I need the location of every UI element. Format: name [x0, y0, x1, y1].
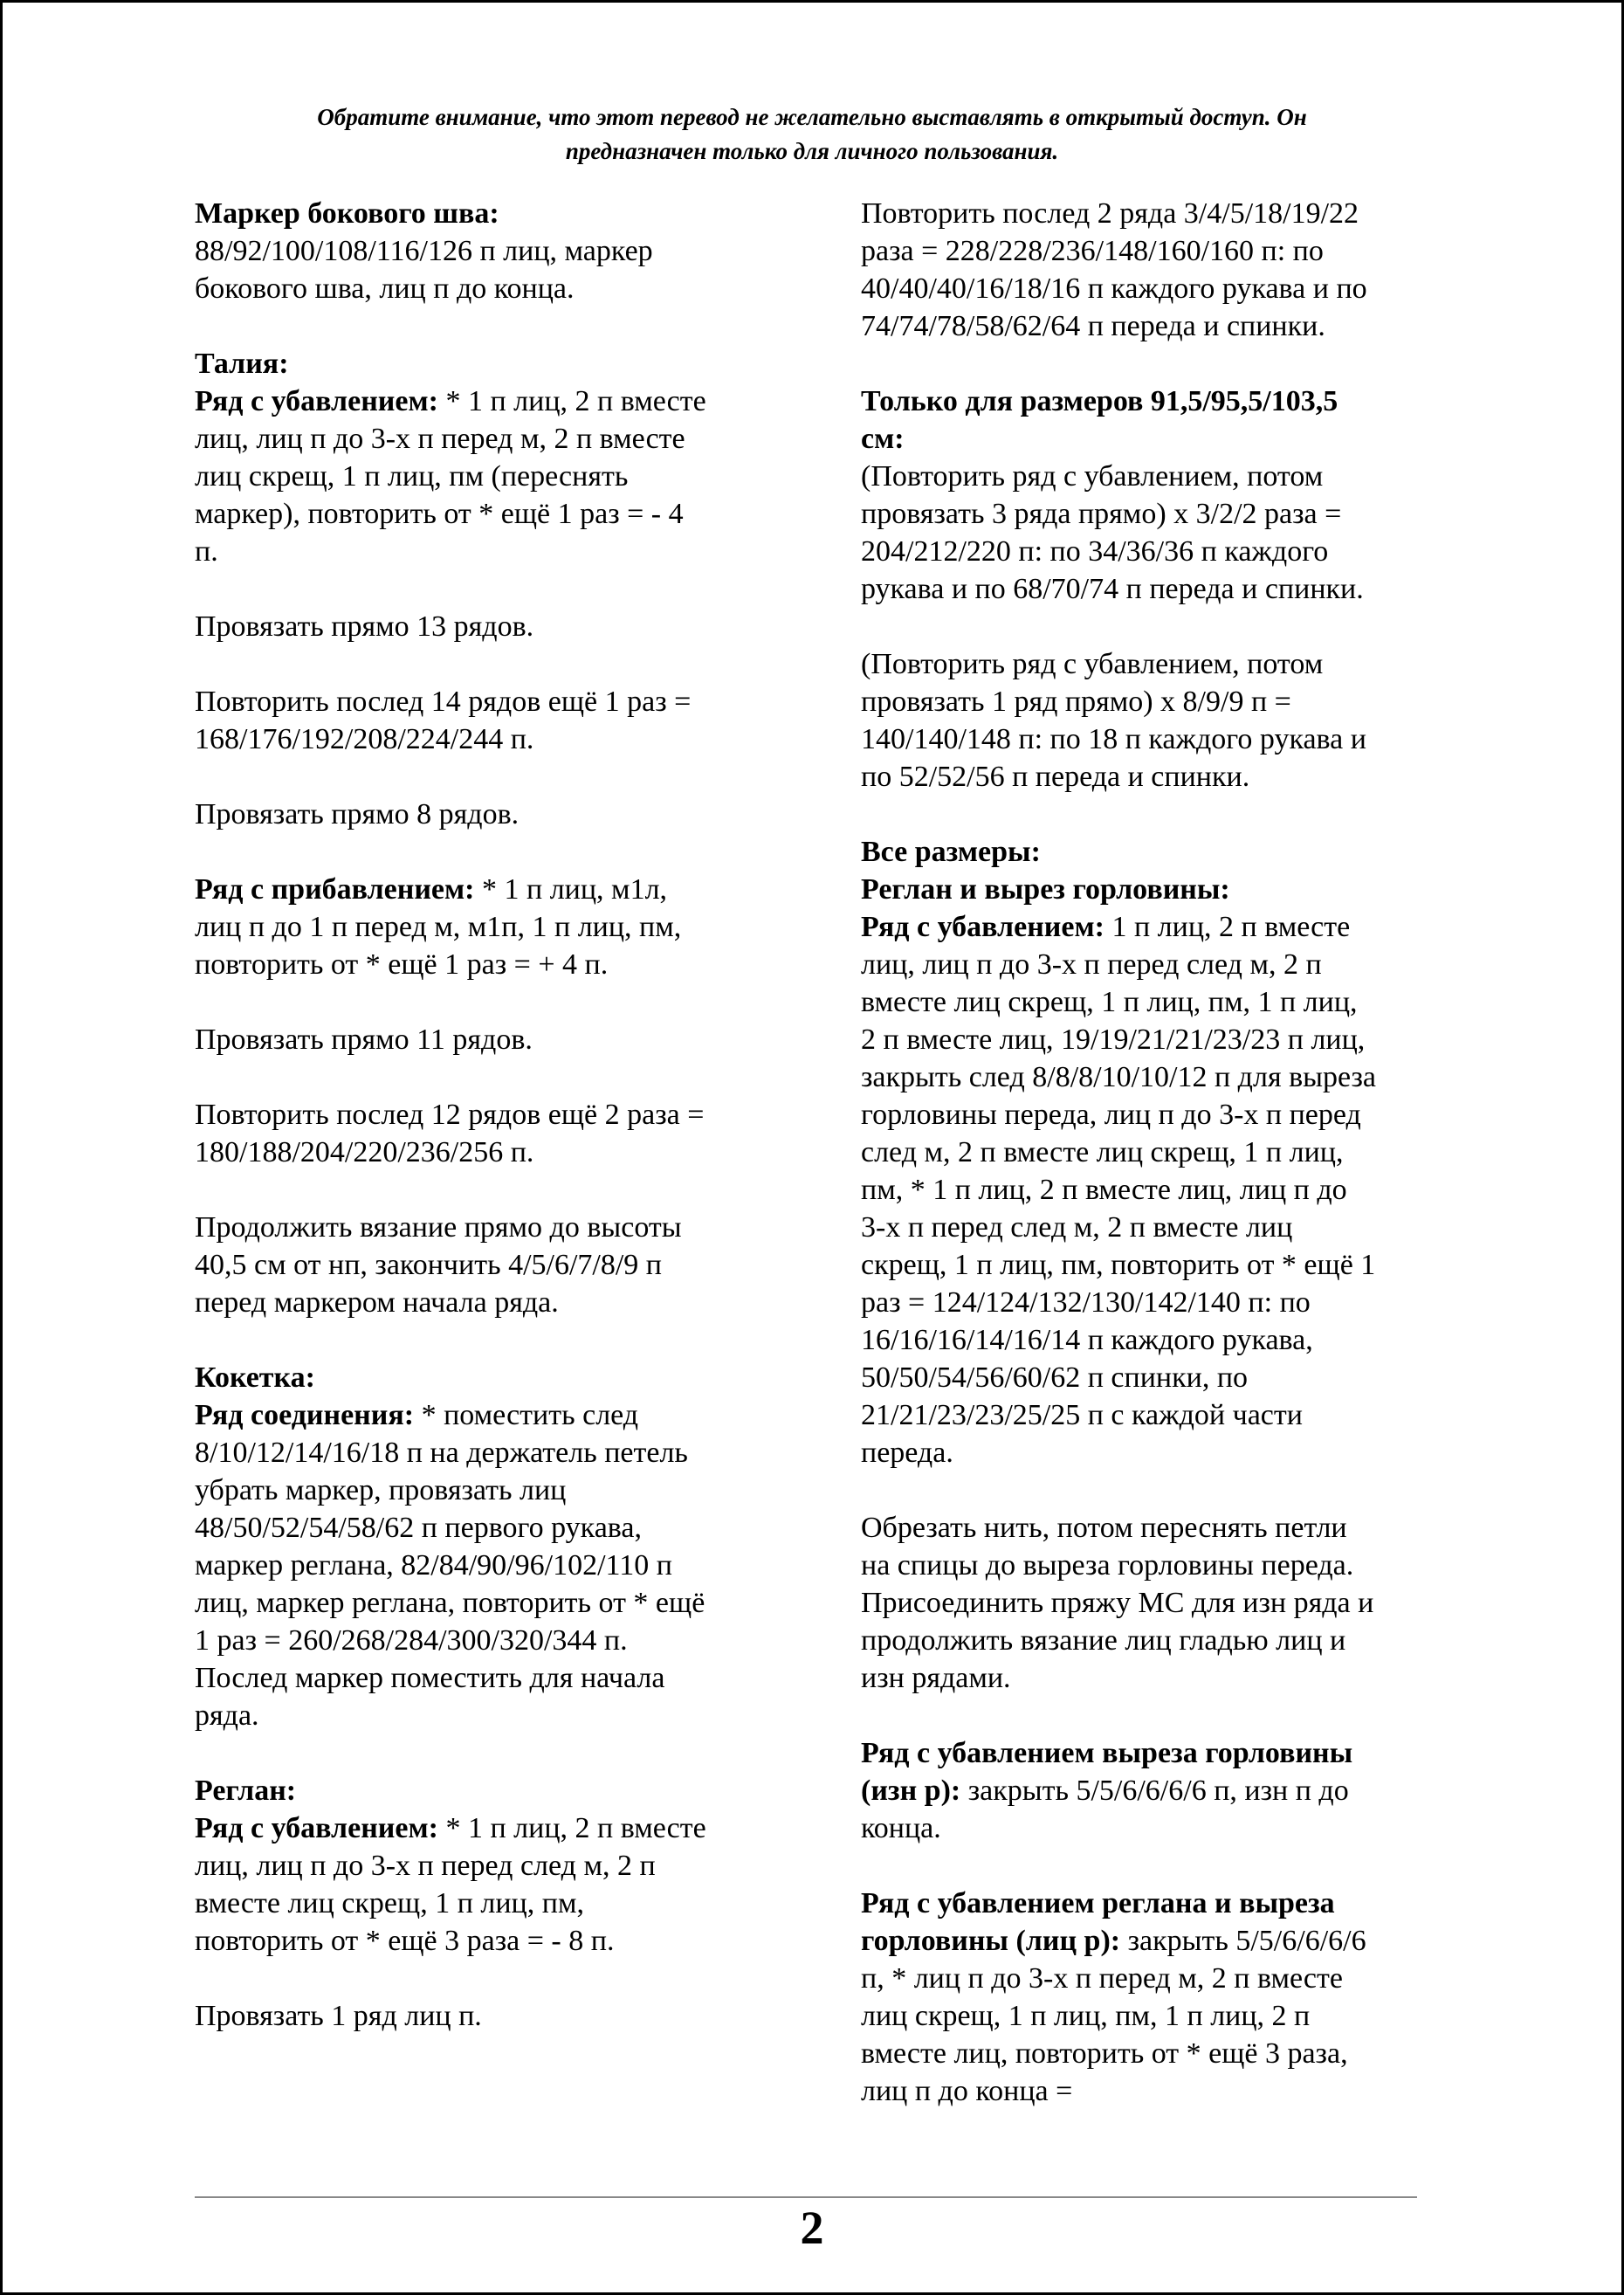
body-text: перед маркером начала ряда.	[195, 1286, 559, 1319]
notice-line: предназначен только для личного пользования.	[565, 138, 1059, 164]
text-line	[861, 458, 1433, 495]
body-text: лиц, лиц п до 3-х п перед след м, 2 п	[861, 948, 1322, 981]
text-line	[861, 683, 1433, 720]
text-line	[861, 1209, 1433, 1246]
right-column	[861, 195, 1433, 2110]
section-heading: Все размеры:	[861, 836, 1041, 868]
body-text: раза = 228/228/236/148/160/160 п: по	[861, 235, 1324, 267]
body-text: вместе лиц, повторить от * ещё 3 раза,	[861, 2037, 1348, 2070]
text-line	[861, 1584, 1433, 1622]
body-text: маркер), повторить от * ещё 1 раз = - 4	[195, 498, 684, 530]
text-line	[195, 1622, 788, 1659]
body-text: лиц п до конца =	[861, 2075, 1073, 2107]
body-text: лиц п до 1 п перед м, м1п, 1 п лиц, пм,	[195, 911, 682, 943]
body-text: бокового шва, лиц п до конца.	[195, 272, 575, 305]
body-text: повторить от * ещё 1 раз = + 4 п.	[195, 948, 609, 981]
body-text: провязать 3 ряда прямо) х 3/2/2 раза =	[861, 498, 1342, 530]
section-heading: Реглан и вырез горловины:	[861, 873, 1230, 906]
text-line	[861, 1396, 1433, 1434]
text-line	[195, 1547, 788, 1584]
text-line	[861, 1509, 1433, 1547]
body-text: Повторить послед 14 рядов ещё 1 раз =	[195, 686, 692, 718]
text-line	[195, 232, 788, 270]
body-text: Провязать 1 ряд лиц п.	[195, 2000, 482, 2032]
text-line	[195, 1284, 788, 1321]
body-text: п, * лиц п до 3-х п перед м, 2 п вместе	[861, 1962, 1343, 1995]
text-line	[195, 1885, 788, 1922]
text-line	[195, 1434, 788, 1471]
paragraph	[861, 1885, 1433, 2110]
text-line	[195, 1997, 788, 2035]
body-text: повторить от * ещё 3 раза = - 8 п.	[195, 1925, 615, 1957]
section-heading: см:	[861, 423, 905, 455]
paragraph	[195, 1359, 788, 1734]
body-text: рукава и по 68/70/74 п переда и спинки.	[861, 573, 1364, 605]
section-heading: Ряд с убавлением реглана и выреза	[861, 1887, 1335, 1919]
text-line	[195, 683, 788, 720]
text-line	[861, 1359, 1433, 1396]
text-line	[861, 645, 1433, 683]
body-text: 48/50/52/54/58/62 п первого рукава,	[195, 1512, 642, 1544]
body-text: переда.	[861, 1437, 953, 1469]
body-text: 88/92/100/108/116/126 п лиц, маркер	[195, 235, 653, 267]
body-text: * 1 п лиц, 2 п вместе	[437, 385, 706, 417]
text-line	[195, 796, 788, 833]
text-line	[195, 1922, 788, 1960]
text-line	[861, 1809, 1433, 1847]
text-line	[861, 871, 1433, 908]
text-line	[195, 1134, 788, 1171]
body-text: Обрезать нить, потом переснять петли	[861, 1512, 1347, 1544]
text-line	[861, 1997, 1433, 2035]
body-text: * 1 п лиц, м1л,	[474, 873, 668, 906]
text-line	[195, 1471, 788, 1509]
row-label: (изн р):	[861, 1775, 961, 1807]
text-line	[861, 1246, 1433, 1284]
body-text: 40,5 см от нп, закончить 4/5/6/7/8/9 п	[195, 1249, 663, 1281]
body-text: вместе лиц скрещ, 1 п лиц, пм, 1 п лиц,	[861, 986, 1358, 1018]
body-text: убрать маркер, провязать лиц	[195, 1474, 567, 1506]
text-line	[195, 1509, 788, 1547]
paragraph	[195, 796, 788, 833]
page-number: 2	[800, 2202, 824, 2254]
body-text: 140/140/148 п: по 18 п каждого рукава и	[861, 723, 1366, 755]
text-line	[861, 570, 1433, 608]
text-line	[195, 871, 788, 908]
body-text: скрещ, 1 п лиц, пм, повторить от * ещё 1	[861, 1249, 1376, 1281]
paragraph	[195, 608, 788, 645]
body-text: маркер реглана, 82/84/90/96/102/110 п	[195, 1549, 672, 1582]
body-text: Присоединить пряжу МС для изн ряда и	[861, 1587, 1374, 1619]
paragraph	[195, 871, 788, 983]
body-text: лиц, лиц п до 3-х п перед след м, 2 п	[195, 1850, 656, 1882]
row-label: Ряд с убавлением:	[861, 911, 1104, 943]
text-line	[195, 1096, 788, 1134]
body-text: на спицы до выреза горловины переда.	[861, 1549, 1354, 1582]
text-line	[861, 270, 1433, 307]
body-text: Послед маркер поместить для начала	[195, 1662, 665, 1694]
paragraph	[195, 1209, 788, 1321]
body-text: 40/40/40/16/18/16 п каждого рукава и по	[861, 272, 1367, 305]
text-line	[195, 1396, 788, 1434]
text-line	[195, 345, 788, 382]
body-text: Продолжить вязание прямо до высоты	[195, 1211, 682, 1244]
body-text: закрыть 5/5/6/6/6/6 п, изн п до	[960, 1775, 1349, 1807]
paragraph	[861, 833, 1433, 1471]
body-text: лиц скрещ, 1 п лиц, пм, 1 п лиц, 2 п	[861, 2000, 1311, 2032]
text-line	[861, 1171, 1433, 1209]
text-line	[195, 1772, 788, 1809]
text-line	[195, 495, 788, 533]
body-text: ряда.	[195, 1699, 259, 1732]
text-line	[861, 833, 1433, 871]
text-line	[861, 758, 1433, 796]
text-line	[195, 1697, 788, 1734]
text-line	[195, 908, 788, 946]
text-line	[861, 195, 1433, 232]
paragraph	[861, 1509, 1433, 1697]
text-line	[861, 1734, 1433, 1772]
text-line	[861, 533, 1433, 570]
section-heading: Ряд с убавлением выреза горловины	[861, 1737, 1353, 1769]
body-text: Провязать прямо 13 рядов.	[195, 610, 534, 643]
body-text: горловины переда, лиц п до 3-х п перед	[861, 1099, 1361, 1131]
text-line	[195, 1209, 788, 1246]
body-text: (Повторить ряд с убавлением, потом	[861, 648, 1324, 680]
body-text: пм, * 1 п лиц, 2 п вместе лиц, лиц п до	[861, 1174, 1347, 1206]
body-text: 16/16/16/14/16/14 п каждого рукава,	[861, 1324, 1313, 1356]
paragraph	[861, 1734, 1433, 1847]
text-line	[861, 1622, 1433, 1659]
text-line	[861, 2035, 1433, 2072]
notice-text	[195, 100, 1429, 169]
section-heading: Талия:	[195, 348, 289, 380]
text-line	[195, 1584, 788, 1622]
text-line	[861, 1772, 1433, 1809]
paragraph	[195, 195, 788, 307]
body-text: закрыть след 8/8/8/10/10/12 п для выреза	[861, 1061, 1377, 1093]
paragraph	[195, 345, 788, 570]
paragraph	[195, 1772, 788, 1960]
left-column	[195, 195, 788, 2035]
text-line	[861, 1547, 1433, 1584]
text-line	[195, 382, 788, 420]
text-line	[861, 1284, 1433, 1321]
text-line	[195, 1809, 788, 1847]
paragraph	[861, 382, 1433, 608]
text-line	[861, 420, 1433, 458]
body-text: изн рядами.	[861, 1662, 1011, 1694]
body-text: 1 раз = 260/268/284/300/320/344 п.	[195, 1624, 628, 1657]
text-line	[861, 983, 1433, 1021]
body-text: лиц скрещ, 1 п лиц, пм (переснять	[195, 460, 629, 493]
text-line	[861, 1960, 1433, 1997]
paragraph	[195, 1997, 788, 2035]
text-line	[861, 1134, 1433, 1171]
body-text: (Повторить ряд с убавлением, потом	[861, 460, 1324, 493]
text-line	[195, 1246, 788, 1284]
body-text: лиц, маркер реглана, повторить от * ещё	[195, 1587, 705, 1619]
paragraph	[195, 1021, 788, 1058]
body-text: закрыть 5/5/6/6/6/6	[1120, 1925, 1366, 1957]
body-text: Провязать прямо 8 рядов.	[195, 798, 520, 830]
section-heading: Маркер бокового шва:	[195, 197, 499, 230]
text-line	[195, 533, 788, 570]
row-label: горловины (лиц р):	[861, 1925, 1121, 1957]
body-text: провязать 1 ряд прямо) х 8/9/9 п =	[861, 686, 1291, 718]
text-line	[861, 946, 1433, 983]
text-line	[861, 2072, 1433, 2110]
body-text: 1 п лиц, 2 п вместе	[1104, 911, 1351, 943]
body-text: лиц, лиц п до 3-х п перед м, 2 п вместе	[195, 423, 685, 455]
paragraph	[195, 1096, 788, 1171]
text-line	[861, 495, 1433, 533]
text-line	[195, 1847, 788, 1885]
paragraph	[195, 683, 788, 758]
body-text: 21/21/23/23/25/25 п с каждой части	[861, 1399, 1303, 1431]
text-line	[861, 1096, 1433, 1134]
body-text: * 1 п лиц, 2 п вместе	[437, 1812, 706, 1844]
text-line	[195, 195, 788, 232]
text-line	[861, 1434, 1433, 1471]
text-line	[195, 608, 788, 645]
paragraph	[861, 645, 1433, 796]
text-line	[861, 382, 1433, 420]
body-text: п.	[195, 535, 218, 568]
body-text: продолжить вязание лиц гладью лиц и	[861, 1624, 1346, 1657]
paragraph	[861, 195, 1433, 345]
body-text: Повторить послед 2 ряда 3/4/5/18/19/22	[861, 197, 1359, 230]
text-line	[861, 908, 1433, 946]
text-line	[861, 1021, 1433, 1058]
body-text: 180/188/204/220/236/256 п.	[195, 1136, 534, 1168]
text-line	[861, 1321, 1433, 1359]
text-line	[195, 420, 788, 458]
body-text: 204/212/220 п: по 34/36/36 п каждого	[861, 535, 1329, 568]
row-label: Ряд соединения:	[195, 1399, 415, 1431]
text-line	[195, 720, 788, 758]
body-text: 2 п вместе лиц, 19/19/21/21/23/23 п лиц,	[861, 1023, 1366, 1056]
row-label: Ряд с убавлением:	[195, 385, 438, 417]
body-text: 50/50/54/56/60/62 п спинки, по	[861, 1361, 1249, 1394]
text-line	[195, 1659, 788, 1697]
body-text: 3-х п перед след м, 2 п вместе лиц	[861, 1211, 1293, 1244]
text-line	[861, 1885, 1433, 1922]
text-line	[861, 232, 1433, 270]
notice-line: Обратите внимание, что этот перевод не желательно выставлять в открытый доступ. Он	[317, 104, 1307, 130]
row-label: Ряд с прибавлением:	[195, 873, 475, 906]
body-text: Повторить послед 12 рядов ещё 2 раза =	[195, 1099, 705, 1131]
text-line	[861, 307, 1433, 345]
row-label: Ряд с убавлением:	[195, 1812, 438, 1844]
text-line	[195, 1021, 788, 1058]
section-heading: Только для размеров 91,5/95,5/103,5	[861, 385, 1338, 417]
section-heading: Реглан:	[195, 1775, 297, 1807]
body-text: 8/10/12/14/16/18 п на держатель петель	[195, 1437, 688, 1469]
text-line	[861, 1058, 1433, 1096]
text-line	[195, 946, 788, 983]
body-text: раз = 124/124/132/130/142/140 п: по	[861, 1286, 1311, 1319]
body-text: вместе лиц скрещ, 1 п лиц, пм,	[195, 1887, 584, 1919]
text-line	[861, 1659, 1433, 1697]
body-text: след м, 2 п вместе лиц скрещ, 1 п лиц,	[861, 1136, 1344, 1168]
text-line	[861, 720, 1433, 758]
text-line	[195, 270, 788, 307]
body-text: по 52/52/56 п переда и спинки.	[861, 761, 1250, 793]
text-line	[195, 1359, 788, 1396]
text-line	[195, 458, 788, 495]
body-text: 168/176/192/208/224/244 п.	[195, 723, 534, 755]
body-text: 74/74/78/58/62/64 п переда и спинки.	[861, 310, 1325, 342]
body-text: Провязать прямо 11 рядов.	[195, 1023, 533, 1056]
section-heading: Кокетка:	[195, 1361, 315, 1394]
text-line	[861, 1922, 1433, 1960]
body-text: * поместить след	[414, 1399, 639, 1431]
body-text: конца.	[861, 1812, 941, 1844]
